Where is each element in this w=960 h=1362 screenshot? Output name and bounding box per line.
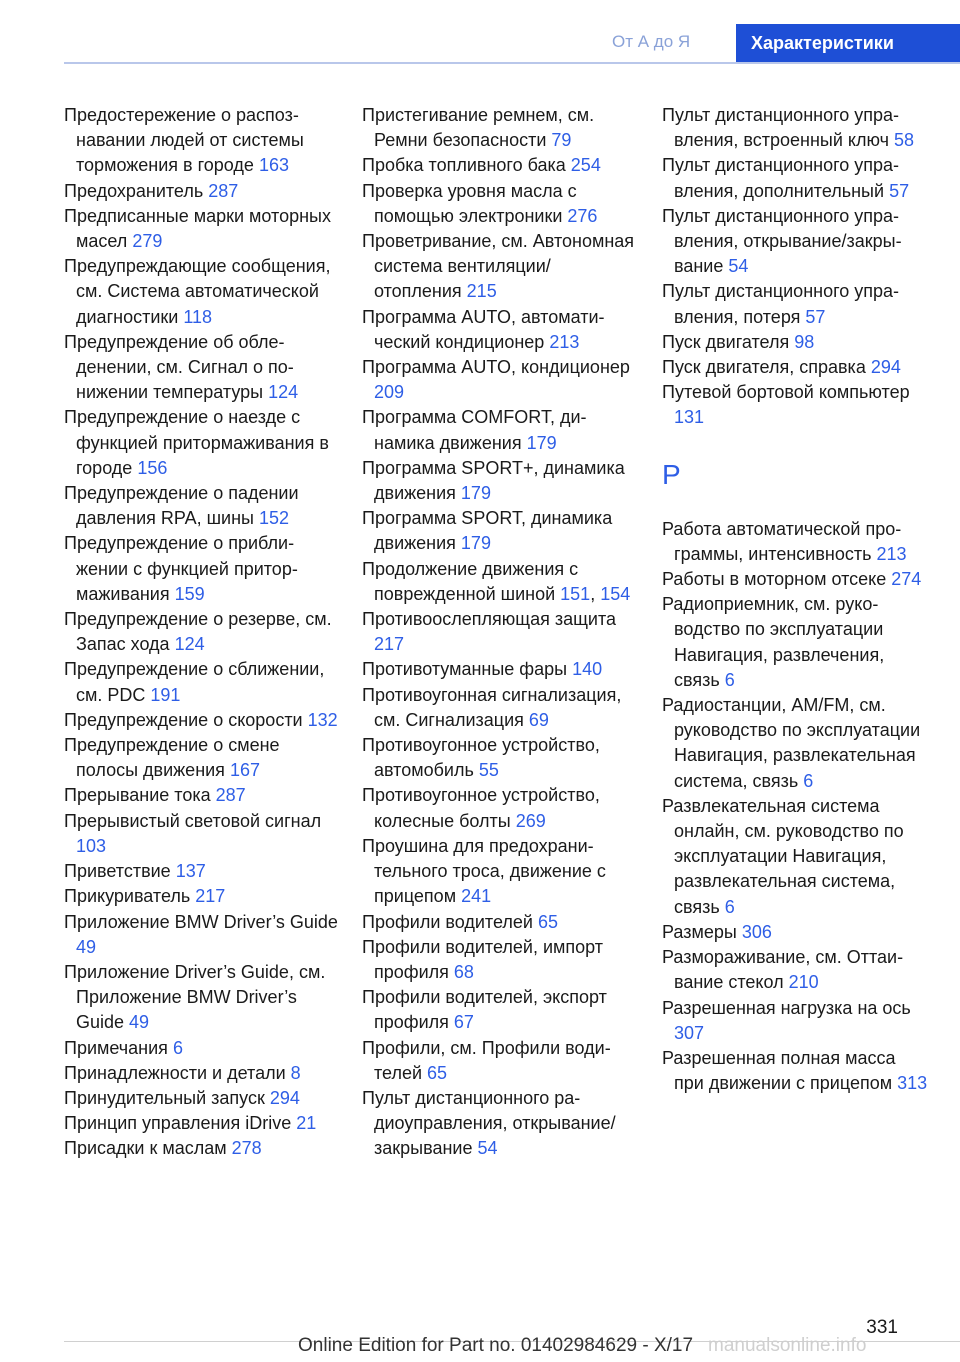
watermark: manualsonline.info <box>708 1335 867 1356</box>
entry-term: Программа SPORT+, динамика движения <box>362 457 625 504</box>
index-entry <box>362 1036 637 1086</box>
index-entry <box>64 330 339 406</box>
entry-term: Проверка уровня масла с помощью электроники <box>362 180 577 226</box>
entry-term: Радиостанции, AM/FM, см. руководство по эксплуатации Навигация, развлекательная система, связь <box>662 695 921 791</box>
page-link[interactable]: 124 <box>268 382 299 403</box>
entry-term: Прерывание тока <box>64 785 216 806</box>
page-link[interactable]: 179 <box>460 483 491 504</box>
index-entry <box>662 330 930 355</box>
entry-term: Предупреждение о наезде с функцией притормаживания в городе <box>64 407 329 478</box>
entry-term: Размеры <box>662 921 742 942</box>
entry-term: Проушина для предохранительного троса, движение с прицепом <box>362 835 606 907</box>
index-entry <box>362 733 637 783</box>
entry-term: Предупреждающие сообщения, см. Система автоматической диагностики <box>64 256 331 327</box>
index-entry <box>662 517 930 567</box>
entry-term: Пуск двигателя <box>662 331 795 352</box>
page-link[interactable]: 254 <box>570 155 601 176</box>
index-letter-heading: Р <box>662 458 681 490</box>
page-link[interactable]: 163 <box>258 155 289 176</box>
entry-term: Предупреждение о скорости <box>64 709 308 730</box>
entry-term: Прерывистый световой сигнал <box>64 810 322 831</box>
page-link[interactable]: 124 <box>174 634 205 655</box>
entry-term: Предупреждение о приближении с функцией притормаживания <box>64 533 298 604</box>
entry-term: Пульт дистанционного управления, открывание/закрывание <box>662 205 902 277</box>
page-link[interactable]: 54 <box>728 256 749 277</box>
entry-term: Принадлежности и детали <box>64 1062 291 1083</box>
entry-term: Предупреждение о смене полосы движения <box>64 735 280 781</box>
page-link[interactable]: 131 <box>674 407 705 428</box>
entry-term: Пульт дистанционного управления, потеря <box>662 281 900 327</box>
entry-term: Предписанные марки моторных масел <box>64 205 331 252</box>
index-entry <box>662 279 930 329</box>
page-link[interactable]: 217 <box>195 886 226 907</box>
entry-term: Предупреждение о сближении, см. PDC <box>64 659 325 705</box>
page-link[interactable]: 269 <box>515 810 546 831</box>
entry-term: Проветривание, см. Автономная система вентиляции/отопления <box>362 231 635 302</box>
page-number: 331 <box>866 1317 898 1338</box>
page-link[interactable]: 294 <box>269 1087 300 1108</box>
entry-term: Программа AUTO, кондиционер <box>362 357 630 378</box>
index-entry <box>662 693 930 794</box>
page-link[interactable]: 274 <box>891 569 922 590</box>
page-link[interactable]: 57 <box>805 306 826 327</box>
index-entry <box>662 204 930 280</box>
index-entry <box>662 380 930 430</box>
index-entry <box>64 1111 339 1136</box>
entry-term: Предохранитель <box>64 180 209 201</box>
page-link[interactable]: 118 <box>183 306 213 327</box>
entry-term: Присадки к маслам <box>64 1138 232 1159</box>
page-link[interactable]: 217 <box>374 634 405 655</box>
page-header <box>0 24 960 62</box>
index-entry <box>64 204 339 254</box>
entry-term: Профили водителей, импорт профиля <box>362 936 603 982</box>
page-link[interactable]: 132 <box>307 709 338 730</box>
index-entry <box>362 153 637 178</box>
page-link[interactable]: 209 <box>374 382 405 403</box>
page-link[interactable]: 313 <box>897 1073 928 1094</box>
entry-term: Противоугонное устройство, колесные болты <box>362 785 600 831</box>
entry-term: Профили водителей <box>362 911 538 932</box>
page-link[interactable]: 67 <box>453 1012 474 1033</box>
page-link[interactable]: 57 <box>889 180 910 201</box>
index-entry <box>64 657 339 707</box>
index-entry <box>362 910 637 935</box>
index-entry <box>64 859 339 884</box>
page-link[interactable]: 215 <box>466 281 497 302</box>
page-link[interactable]: 49 <box>129 1012 150 1033</box>
page-link[interactable]: 6 <box>724 669 735 690</box>
page-link[interactable]: 8 <box>290 1062 301 1083</box>
page-link[interactable]: 276 <box>567 205 598 226</box>
page-link[interactable]: 65 <box>537 911 558 932</box>
page-link[interactable]: 287 <box>208 180 239 201</box>
entry-term: Продолжение движения с поврежденной шиной <box>362 558 579 604</box>
page-link[interactable]: 307 <box>674 1022 705 1043</box>
entry-term: Предостережение о распознавании людей от системы торможения в городе <box>64 105 304 176</box>
index-entry <box>64 531 339 607</box>
index-entry <box>362 935 637 985</box>
page-link[interactable]: 6 <box>803 770 814 791</box>
index-entry <box>362 834 637 910</box>
page-link[interactable]: 152 <box>258 508 290 529</box>
index-entry <box>362 985 637 1035</box>
header-rule <box>64 62 960 64</box>
page-link[interactable]: 159 <box>174 583 205 604</box>
index-entry <box>362 683 637 733</box>
page-link[interactable]: 156 <box>137 457 168 478</box>
page-link[interactable]: 213 <box>876 543 907 564</box>
index-entry <box>362 355 637 405</box>
page-link[interactable]: 241 <box>461 886 492 907</box>
entry-term: Программа COMFORT, динамика движения <box>362 407 587 453</box>
index-entry <box>64 405 339 481</box>
page-link[interactable]: 79 <box>551 130 572 151</box>
index-entry <box>662 996 930 1046</box>
index-entry <box>662 794 930 920</box>
index-entry <box>662 567 930 592</box>
index-entry: Продолжение движения с поврежденной шиной 151, 154 <box>362 558 631 604</box>
index-entry <box>64 960 339 1036</box>
page-link[interactable]: 167 <box>229 760 260 781</box>
section-label: От А до Я <box>612 32 691 51</box>
index-entry <box>662 355 930 380</box>
index-entry <box>64 481 339 531</box>
entry-term: Принудительный запуск <box>64 1087 270 1108</box>
page-link[interactable]: 69 <box>528 709 549 730</box>
entry-term: Развлекательная система онлайн, см. руководство по эксплуатации Навигация, развлекательная система, связь <box>662 795 904 917</box>
page-link[interactable]: 103 <box>76 835 107 856</box>
index-entry <box>362 607 637 657</box>
entry-term: Разрешенная полная масса при движении с прицепом <box>662 1047 898 1094</box>
index-entry <box>662 103 930 153</box>
index-entry <box>64 103 339 179</box>
entry-term: Радиоприемник, см. руководство по эксплуатации Навигация, развлечения, связь <box>662 594 885 690</box>
page-link[interactable]: 294 <box>870 357 901 378</box>
entry-term: Приложение BMW Driver’s Guide <box>64 911 338 932</box>
index-entry <box>362 179 637 229</box>
entry-term: Размораживание, см. Оттаивание стекол <box>662 947 904 993</box>
index-entry <box>64 1061 339 1086</box>
index-entry <box>64 708 339 733</box>
entry-term: Примечания <box>64 1037 173 1058</box>
page-link[interactable]: 55 <box>478 760 499 781</box>
index-entry <box>662 1046 930 1096</box>
page-link[interactable]: 58 <box>893 130 915 151</box>
entry-term: Противоугонное устройство, автомобиль <box>362 735 600 781</box>
index-entry <box>64 1036 339 1061</box>
index-entry <box>64 733 339 783</box>
entry-term: Путевой бортовой компьютер <box>662 382 910 403</box>
page-link[interactable]: 279 <box>132 231 163 252</box>
entry-term: Разрешенная нагрузка на ось <box>662 997 911 1018</box>
entry-term: Приветствие <box>64 861 176 882</box>
index-entry <box>64 884 339 909</box>
index-group-after <box>662 517 930 1097</box>
edition-note: Online Edition for Part no. 01402984629 - X/17 <box>298 1335 694 1356</box>
entry-term: Пульт дистанционного управления, дополнительный <box>662 155 900 201</box>
entry-term: Противоослепляющая защита <box>362 609 617 630</box>
entry-term: Программа AUTO, автоматический кондиционер <box>362 306 605 352</box>
page-link[interactable]: 210 <box>788 972 819 993</box>
page-link[interactable]: 49 <box>76 936 97 957</box>
entry-term: Принцип управления iDrive <box>64 1113 297 1134</box>
entry-term: Профили, см. Профили водителей <box>362 1037 611 1083</box>
page-link[interactable]: 278 <box>231 1138 262 1159</box>
page-link[interactable]: 140 <box>572 659 603 680</box>
index-entry <box>64 1136 339 1161</box>
page-link[interactable]: 151 <box>560 583 591 604</box>
page-link[interactable]: 65 <box>427 1062 448 1083</box>
entry-term: Противотуманные фары <box>362 659 573 680</box>
index-column-1 <box>64 103 339 1162</box>
index-entry <box>64 783 339 808</box>
page-link[interactable]: 191 <box>150 684 181 705</box>
index-entry <box>362 305 637 355</box>
page-link[interactable]: 154 <box>600 583 631 604</box>
index-column-2 <box>362 103 637 1162</box>
index-entry <box>362 229 637 305</box>
page-link[interactable]: 137 <box>175 861 206 882</box>
entry-term: Работы в моторном отсеке <box>662 569 892 590</box>
page-link[interactable]: 213 <box>549 331 580 352</box>
index-entry <box>362 783 637 833</box>
index-entry <box>662 592 930 693</box>
entry-term: Пульт дистанционного радиоуправления, открывание/закрывание <box>362 1087 616 1159</box>
index-entry <box>662 945 930 995</box>
page-link[interactable]: 6 <box>172 1037 183 1058</box>
chapter-tab: Характеристики <box>736 24 960 62</box>
index-entry <box>64 1086 339 1111</box>
index-entry <box>662 153 930 203</box>
page-link[interactable]: 98 <box>794 331 815 352</box>
entry-term: Пробка топливного бака <box>362 155 571 176</box>
entry-term: Программа SPORT, динамика движения <box>362 508 613 554</box>
page-link[interactable]: 6 <box>724 896 735 917</box>
index-entry <box>362 405 637 455</box>
entry-term: Пульт дистанционного управления, встроенный ключ <box>662 105 900 151</box>
entry-term: Профили водителей, экспорт профиля <box>362 987 607 1033</box>
index-entry <box>362 657 637 682</box>
page-link[interactable]: 179 <box>460 533 491 554</box>
page-link[interactable]: 21 <box>296 1113 317 1134</box>
index-entry <box>64 254 339 330</box>
entry-term: Прикуриватель <box>64 886 196 907</box>
page-link[interactable]: 54 <box>477 1138 498 1159</box>
index-entry <box>362 506 637 556</box>
entry-term: Работа автоматической программы, интенсивность <box>662 518 902 564</box>
entry-term: Пристегивание ремнем, см. Ремни безопасности <box>362 105 595 151</box>
index-entry <box>64 179 339 204</box>
page-link[interactable]: 306 <box>741 921 772 942</box>
page-link[interactable]: 287 <box>215 785 246 806</box>
entry-term: Предупреждение о падении давления RPA, шины <box>64 483 299 529</box>
entry-term: Противоугонная сигнализация, см. Сигнализация <box>362 684 622 730</box>
index-entry <box>64 607 339 657</box>
index-entry <box>662 920 930 945</box>
index-entry <box>362 1086 637 1162</box>
entry-term: Пуск двигателя, справка <box>662 357 871 378</box>
index-column-3 <box>662 103 930 1096</box>
index-group-before <box>662 103 930 431</box>
entry-term: Предупреждение об обледенении, см. Сигнал о понижении температуры <box>64 331 294 403</box>
index-entry <box>64 809 339 859</box>
index-entry <box>362 103 637 153</box>
page-link[interactable]: 68 <box>453 961 474 982</box>
entry-term: Предупреждение о резерве, см. Запас хода <box>64 609 332 655</box>
index-entry <box>64 910 339 960</box>
entry-term: Приложение Driver’s Guide, см. Приложение BMW Driver’s Guide <box>64 961 326 1033</box>
index-entry <box>362 456 637 506</box>
page-link[interactable]: 179 <box>526 432 557 453</box>
